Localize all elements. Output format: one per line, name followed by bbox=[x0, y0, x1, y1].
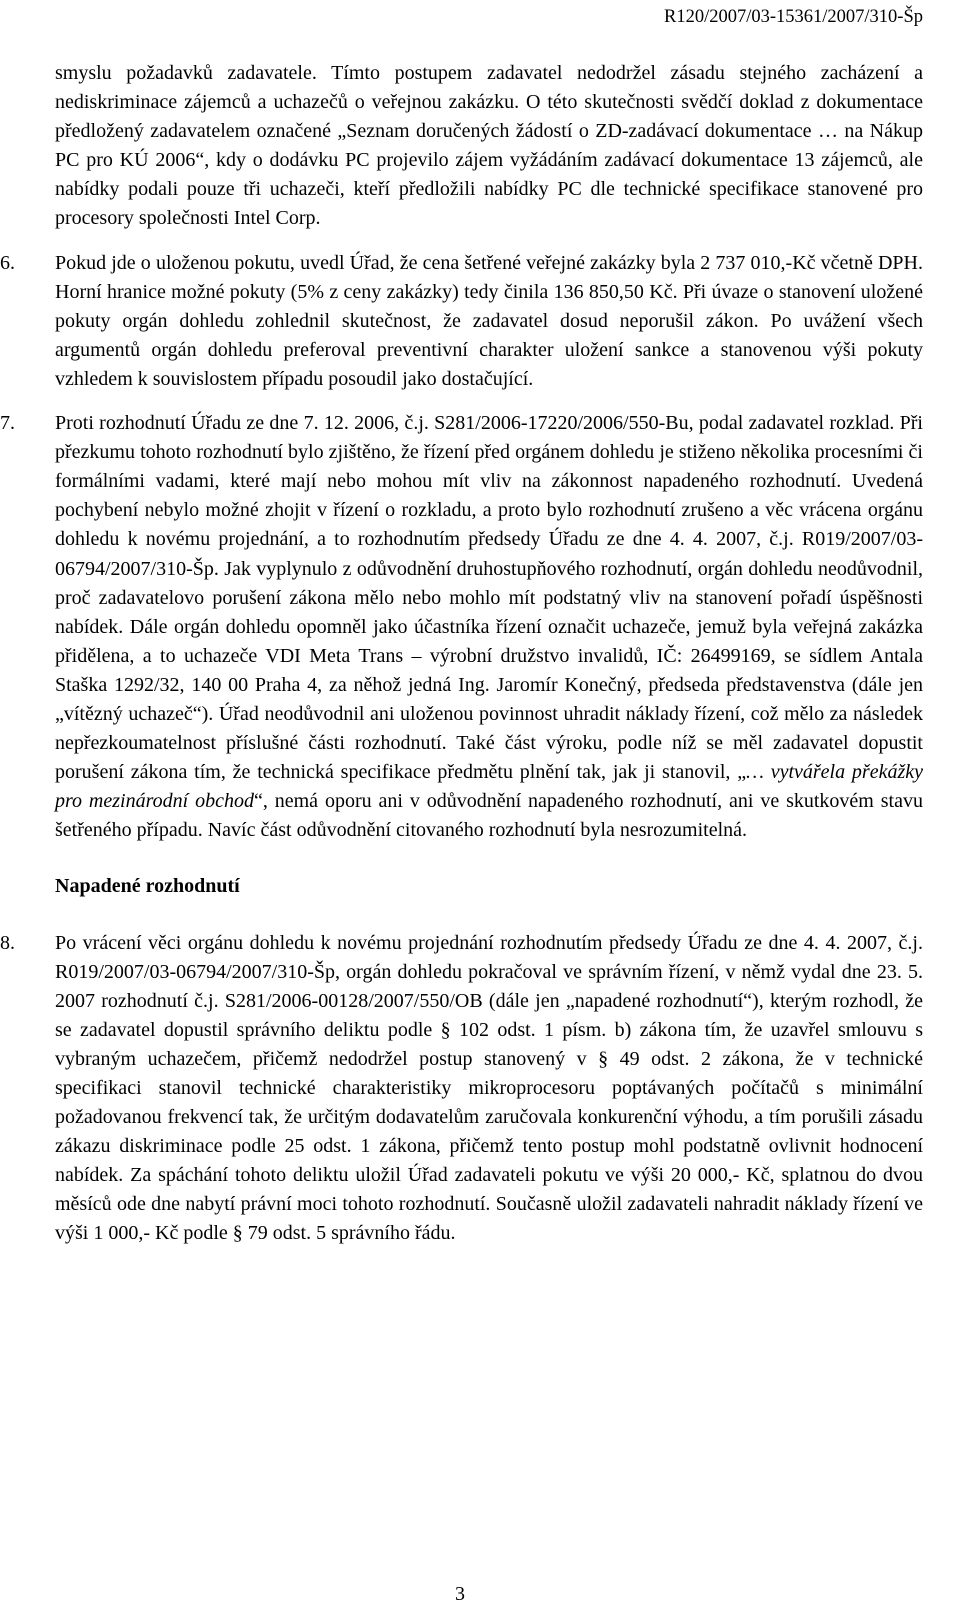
paragraph-number: 7. bbox=[0, 412, 15, 435]
paragraph-text-part: Proti rozhodnutí Úřadu ze dne 7. 12. 2006, č.j. S281/2006-17220/2006/550-Bu, podal zadavatel rozklad. Při přezkumu tohoto rozhodnutí bylo zjištěno, že řízení před orgánem dohledu je stiženo několika procesními či formálními vadami, které mají nebo mohou mít vliv na zákonnost napadeného rozhodnutí. Uvedená pochybení nebylo možné zhojit v řízení o rozkladu, a proto bylo rozhodnutí zrušeno a věc vrácena orgánu dohledu k novému projednání, a to rozhodnutím předsedy Úřadu ze dne 4. 4. 2007, č.j. R019/2007/03-06794/2007/310-Šp. Jak vyplynulo z odůvodnění druhostupňového rozhodnutí, orgán dohledu neodůvodnil, proč zadavatelovo porušení zákona mělo nebo mohlo mít podstatný vliv na stanovení pořadí úspěšnosti nabídek. Dále orgán dohledu opomněl jako účastníka řízení označit uchazeče, jemuž byla veřejná zakázka přidělena, a to uchazeče VDI Meta Trans – výrobní družstvo invalidů, IČ: 26499169, se sídlem Antala Staška 1292/32, 140 00 Praha 4, za něhož jedná Ing. Jaromír Konečný, předseda představenstva (dále jen „vítězný uchazeč“). Úřad neodůvodnil ani uloženou povinnost uhradit náklady řízení, což mělo za následek nepřezkoumatelnost příslušné části rozhodnutí. Také část výroku, podle níž se měl zadavatel dopustit porušení zákona tím, že technická specifikace předmětu plnění tak, jak ji stanovil, „ bbox=[55, 412, 923, 784]
paragraph-number: 6. bbox=[0, 251, 15, 274]
paragraph-text: Po vrácení věci orgánu dohledu k novému projednání rozhodnutím předsedy Úřadu ze dne 4. 4. 2007, č.j. R019/2007/03-06794/2007/310-Šp, orgán dohledu pokračoval ve správním řízení, v němž vydal dne 23. 5. 2007 rozhodnutí č.j. S281/2006-00128/2007/550/OB (dále jen „napadené rozhodnutí“), kterým rozhodl, že se zadavatel dopustil správního deliktu podle § 102 odst. 1 písm. b) zákona tím, že uzavřel smlouvu s vybraným uchazečem, přičemž nedodržel postup stanovený v § 49 odst. 2 zákona, že v technické specifikaci stanovil technické charakteristiky mikroprocesoru poptávaných počítačů s minimální požadovanou frekvencí tak, že určitým dodavatelům zaručovala konkurenční výhodu, a tím porušili zásadu zákazu diskriminace podle 25 odst. 1 zákona, přičemž tento postup mohl podstatně ovlivnit hodnocení nabídek. Za spáchání tohoto deliktu uložil Úřad zadavateli pokutu ve výši 20 000,- Kč, splatnou do dvou měsíců ode dne nabytí právní moci tohoto rozhodnutí. Současně uložil zadavateli nahradit náklady řízení ve výši 1 000,- Kč podle § 79 odst. 5 správního řádu. bbox=[55, 931, 923, 1245]
paragraph-text: Pokud jde o uloženou pokutu, uvedl Úřad, že cena šetřené veřejné zakázky byla 2 737 010,-Kč včetně DPH. Horní hranice možné pokuty (5% z ceny zakázky) tedy činila 136 850,50 Kč. Při úvaze o stanovení uložené pokuty orgán dohledu zohlednil skutečnost, že zadavatel dosud neporušil zákon. Po uvážení všech argumentů orgán dohledu preferoval preventivní charakter uložení sankce a stanovenou výši pokuty vzhledem k souvislostem případu posoudil jako dostačující. bbox=[55, 251, 923, 390]
continuation-paragraph: smyslu požadavků zadavatele. Tímto postupem zadavatel nedodržel zásadu stejného zacházení a nediskriminace zájemců a uchazečů o veřejnou zakázku. O této skutečnosti svědčí doklad z dokumentace předložený zadavatelem označené „Seznam doručených žádostí o ZD-zadávací dokumentace … na Nákup PC pro KÚ 2006“, kdy o dodávku PC projevilo zájem vyžádáním zadávací dokumentace 13 zájemců, ale nabídky podali pouze tři uchazeči, kteří předložili nabídky PC dle technické specifikace stanovené pro procesory společnosti Intel Corp. bbox=[55, 62, 923, 230]
paragraph-number: 8. bbox=[0, 931, 15, 954]
document-reference-number: R120/2007/03-15361/2007/310-Šp bbox=[663, 7, 923, 27]
document-body bbox=[0, 59, 924, 1249]
paragraph-7 bbox=[0, 409, 924, 845]
section-heading: Napadené rozhodnutí bbox=[55, 875, 240, 898]
page-number: 3 bbox=[455, 1583, 465, 1605]
paragraph-text bbox=[55, 409, 923, 845]
paragraph-text-part: “, nemá oporu ani v odůvodnění napadeného rozhodnutí, ani ve skutkovém stavu šetřeného případu. Navíc část odůvodnění citovaného rozhodnutí byla nesrozumitelná. bbox=[55, 790, 923, 842]
paragraph-6 bbox=[0, 249, 923, 394]
paragraph-8 bbox=[0, 929, 923, 1249]
quoted-phrase: … vytvářela překážky pro mezinárodní obchod bbox=[55, 761, 924, 813]
